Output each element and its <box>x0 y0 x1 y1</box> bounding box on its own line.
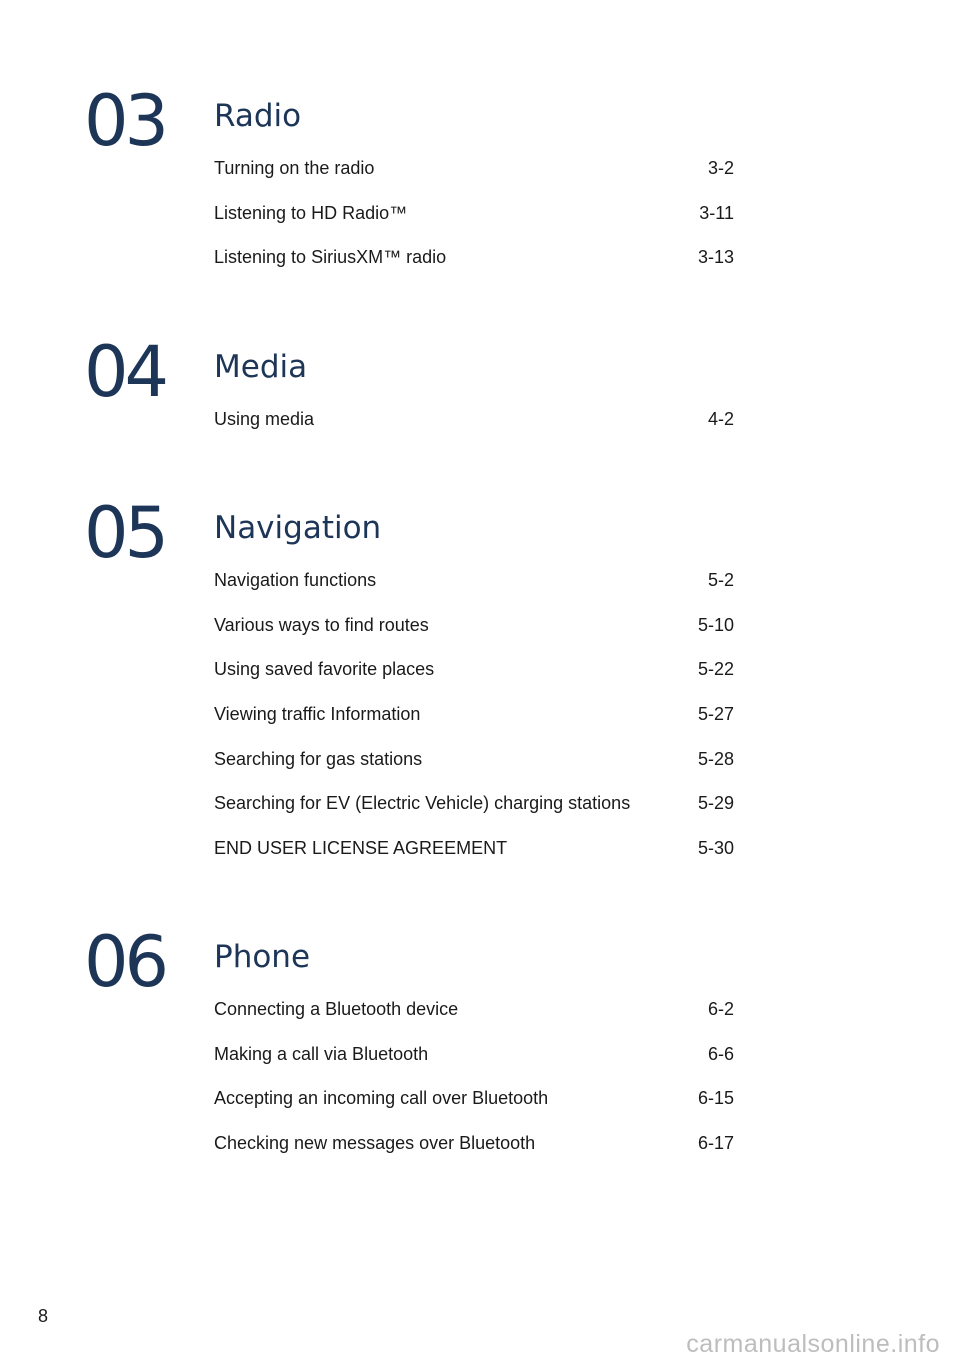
chapter-number: 05 <box>84 492 166 574</box>
toc-entry-page: 5-29 <box>697 793 734 814</box>
toc-entry-page: 6-17 <box>697 1133 734 1154</box>
toc-entry-title: Accepting an incoming call over Bluetooth <box>214 1088 549 1109</box>
toc-entry-page: 5-28 <box>697 748 734 769</box>
toc-entry-page: 5-22 <box>697 659 734 680</box>
chapter-title: Radio <box>214 98 302 134</box>
toc-entry[interactable] <box>214 791 734 836</box>
chapter-number: 03 <box>84 80 166 162</box>
toc-entry[interactable] <box>214 657 734 702</box>
toc-entry-title: END USER LICENSE AGREEMENT <box>214 838 508 859</box>
toc-entry-page: 5-30 <box>697 838 734 859</box>
toc-entry-title: Turning on the radio <box>214 158 375 178</box>
toc-entry-page: 6-6 <box>707 1043 734 1064</box>
chapter-title: Phone <box>214 939 311 975</box>
toc-entry-list <box>214 997 734 1176</box>
toc-entry-list <box>214 156 734 290</box>
toc-entry-page: 4-2 <box>707 409 734 429</box>
toc-entry[interactable] <box>214 836 734 881</box>
toc-entry-title: Making a call via Bluetooth <box>214 1043 429 1064</box>
toc-entry-page: 3-2 <box>707 158 734 178</box>
chapter-number: 06 <box>84 921 166 1003</box>
toc-entry[interactable] <box>214 1042 734 1087</box>
toc-entry-title: Using media <box>214 409 315 429</box>
toc-entry-list <box>214 568 734 881</box>
toc-entry[interactable] <box>214 245 734 290</box>
toc-entry[interactable] <box>214 1086 734 1131</box>
toc-entry-page: 6-2 <box>707 999 734 1019</box>
toc-entry-title: Connecting a Bluetooth device <box>214 999 459 1019</box>
toc-entry-title: Using saved favorite places <box>214 659 435 680</box>
chapter-title: Navigation <box>214 510 382 546</box>
toc-entry[interactable] <box>214 747 734 792</box>
toc-entry[interactable] <box>214 156 734 201</box>
toc-entry-page: 5-27 <box>697 704 734 725</box>
toc-entry-title: Listening to SiriusXM™ radio <box>214 247 447 268</box>
toc-entry-title: Searching for gas stations <box>214 748 423 769</box>
toc-entry[interactable] <box>214 702 734 747</box>
toc-entry-page: 5-10 <box>697 614 734 635</box>
chapter-number: 04 <box>84 331 166 413</box>
toc-entry[interactable] <box>214 201 734 246</box>
toc-entry[interactable] <box>214 1131 734 1176</box>
toc-entry-title: Navigation functions <box>214 570 377 590</box>
toc-entry[interactable] <box>214 613 734 658</box>
toc-entry[interactable] <box>214 997 734 1042</box>
toc-entry[interactable] <box>214 407 734 452</box>
toc-entry-list <box>214 407 734 452</box>
toc-entry-page: 6-15 <box>697 1088 734 1109</box>
toc-entry-page: 3-11 <box>699 202 734 223</box>
chapter-title: Media <box>214 349 308 385</box>
toc-entry-title: Various ways to find routes <box>214 614 429 635</box>
toc-entry-title: Checking new messages over Bluetooth <box>214 1133 536 1154</box>
page-number: 8 <box>38 1306 49 1326</box>
toc-entry[interactable] <box>214 568 734 613</box>
toc-entry-page: 5-2 <box>707 570 734 590</box>
watermark: carmanualsonline.info <box>686 1330 940 1358</box>
toc-entry-title: Viewing traffic Information <box>214 704 421 725</box>
toc-entry-page: 3-13 <box>697 247 734 268</box>
toc-entry-title: Searching for EV (Electric Vehicle) charging stations <box>214 793 631 814</box>
toc-entry-title: Listening to HD Radio™ <box>214 202 408 223</box>
